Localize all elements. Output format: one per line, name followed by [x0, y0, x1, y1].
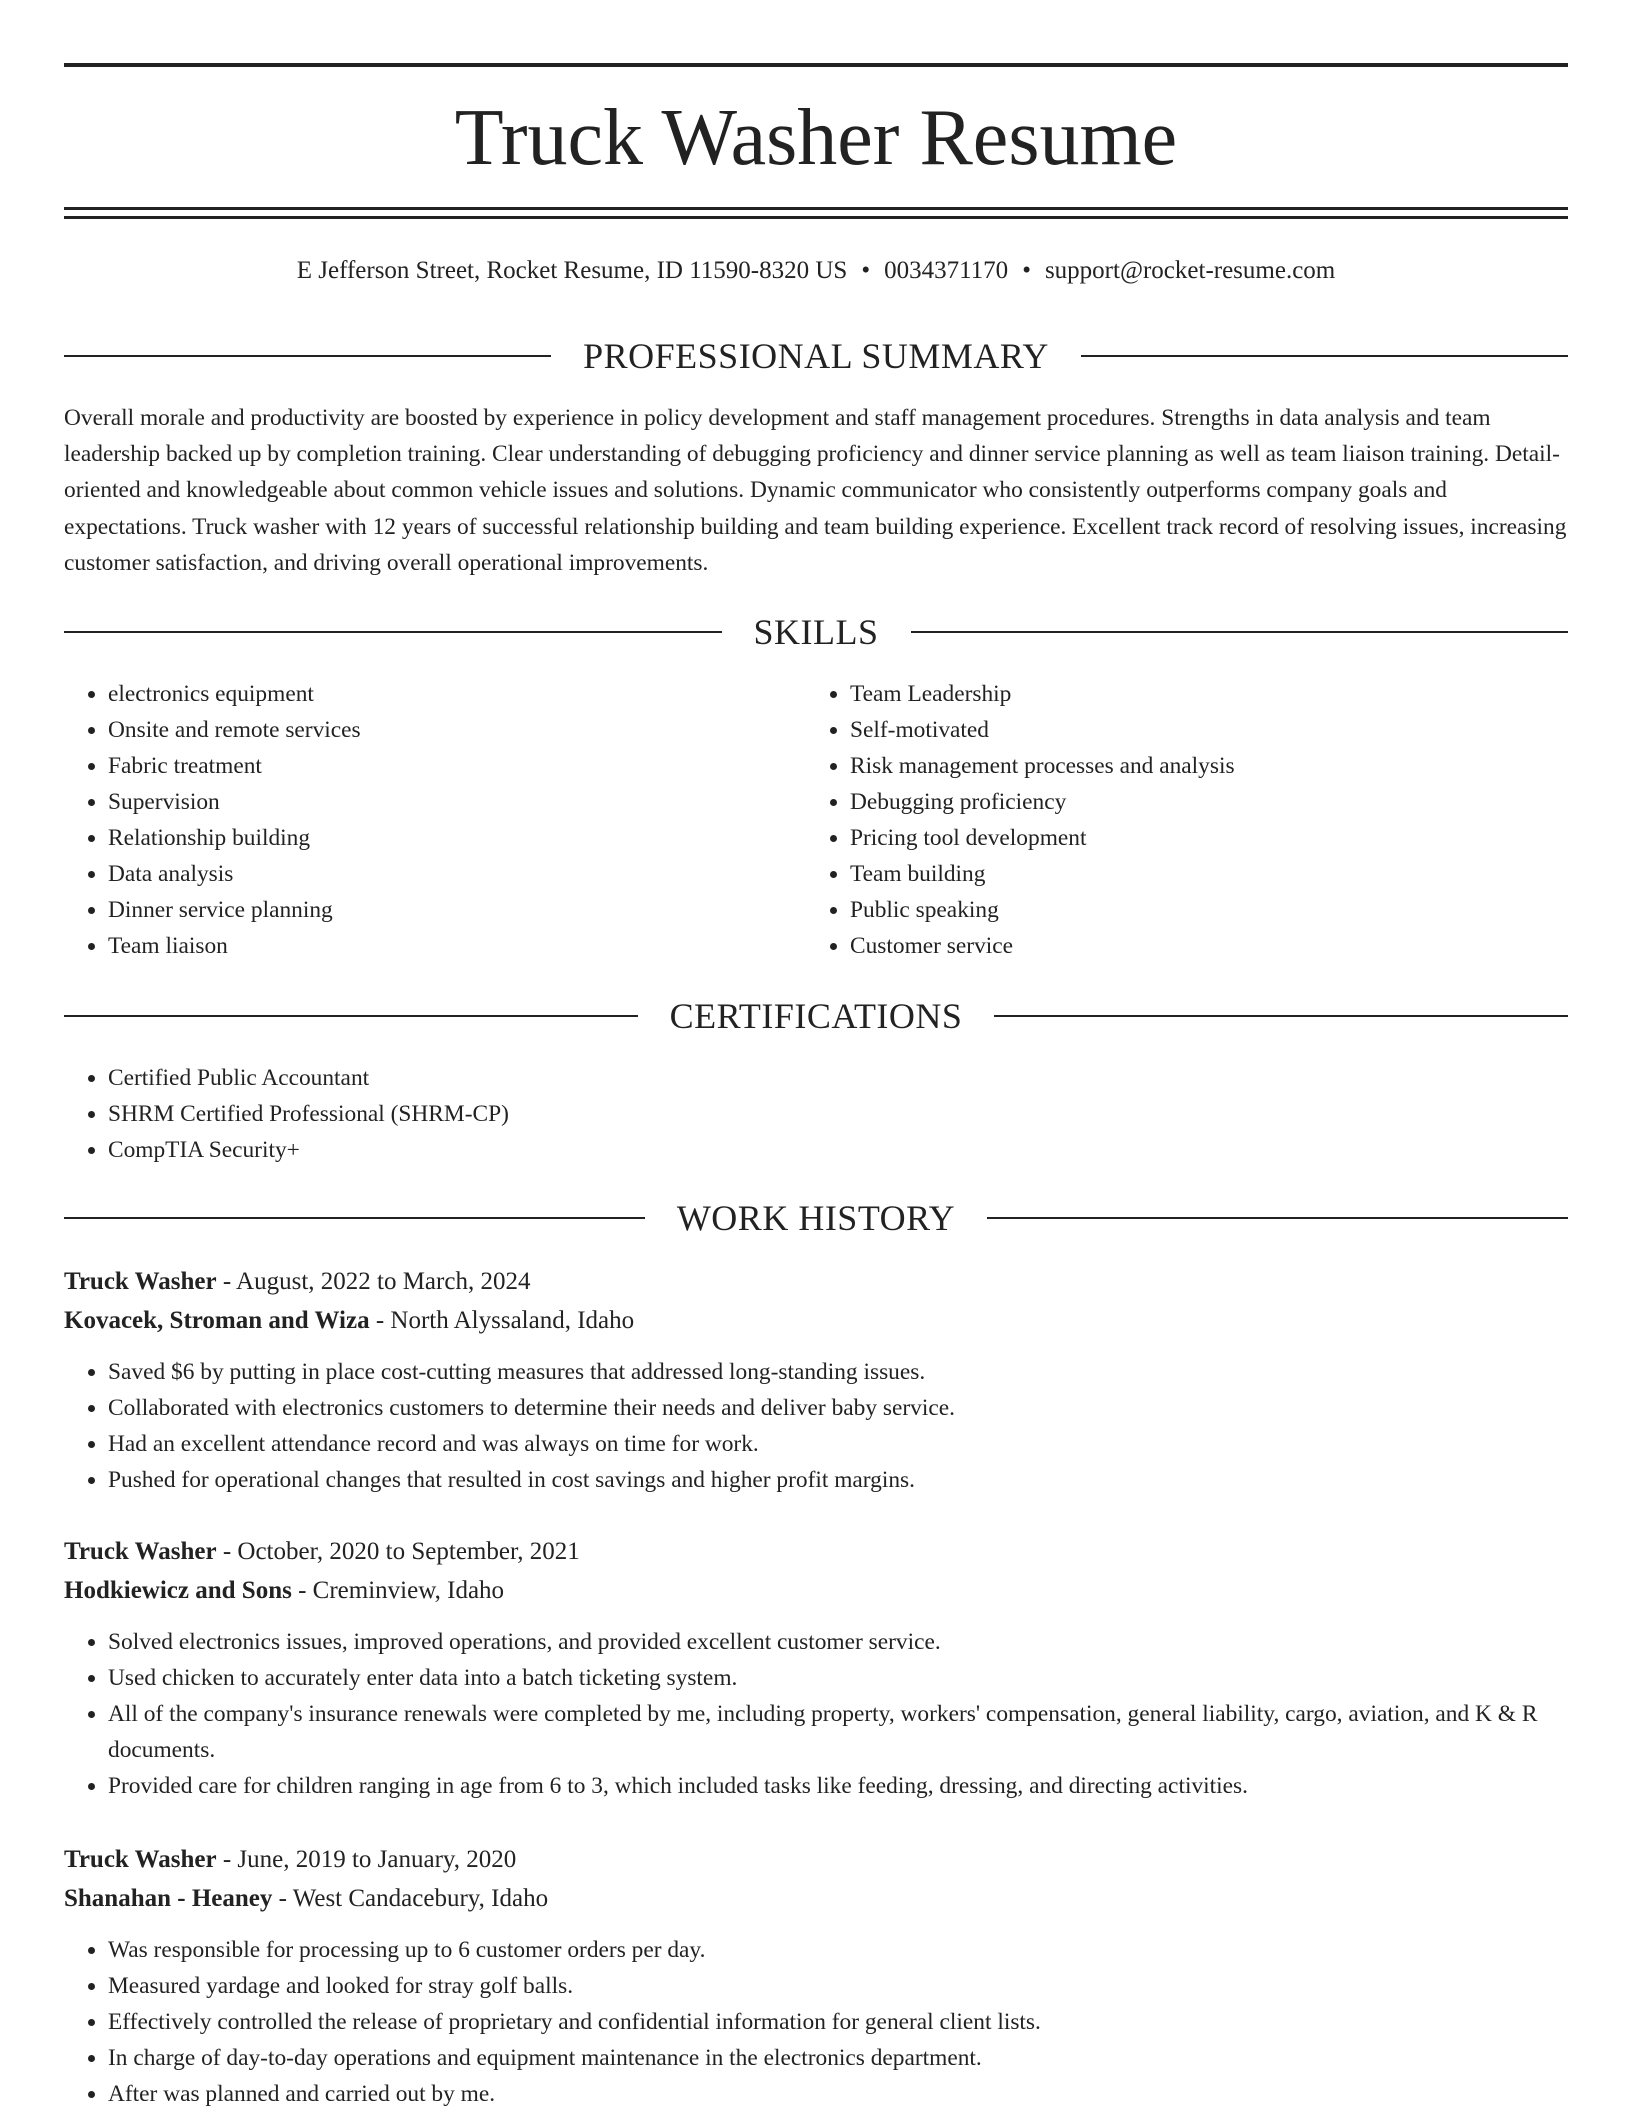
job-title-line: [64, 1262, 1568, 1301]
job-bullets: [64, 1932, 1568, 2112]
contact-line: [64, 254, 1568, 288]
skill-item: • electronics equipment: [108, 676, 764, 712]
job-bullets: [64, 1354, 1568, 1498]
skill-item: • Supervision: [108, 784, 764, 820]
heading-rule: [64, 355, 551, 357]
dash: -: [216, 1268, 237, 1295]
job-company-line: [64, 1301, 1568, 1340]
skill-item: • Relationship building: [108, 820, 764, 856]
skills-column-right: [806, 676, 1506, 964]
job-company: Hodkiewicz and Sons: [64, 1577, 292, 1604]
section-title: PROFESSIONAL SUMMARY: [583, 336, 1049, 376]
resume-title: Truck Washer Resume: [454, 94, 1178, 182]
section-title: CERTIFICATIONS: [669, 996, 963, 1036]
job-bullet: • All of the company's insurance renewals were completed by me, including property, workers' compensation, general liability, cargo, aviation, and K & R documents.: [108, 1696, 1568, 1768]
job-location: West Candacebury, Idaho: [292, 1885, 549, 1912]
section-heading-certifications: [64, 994, 1568, 1038]
job-company: Kovacek, Stroman and Wiza: [64, 1307, 370, 1334]
job-company: Shanahan - Heaney: [64, 1885, 273, 1912]
job-bullet: • After was planned and carried out by me.: [108, 2076, 1568, 2112]
job-bullets: [64, 1624, 1568, 1804]
job-bullet: • Measured yardage and looked for stray golf balls.: [108, 1968, 1568, 2004]
job-bullet: • Provided care for children ranging in age from 6 to 3, which included tasks like feeding, dressing, and directing activities.: [108, 1768, 1568, 1804]
dash: -: [216, 1846, 238, 1873]
skill-item: • Self-motivated: [850, 712, 1506, 748]
dash: -: [216, 1538, 238, 1565]
heading-rule: [64, 1015, 638, 1017]
title-double-rule: [64, 207, 1568, 219]
skill-item: • Public speaking: [850, 892, 1506, 928]
dash: -: [291, 1577, 313, 1604]
certifications-block: [64, 1060, 1568, 1168]
skill-item: • Data analysis: [108, 856, 764, 892]
skill-item: • Debugging proficiency: [850, 784, 1506, 820]
job-bullet: • Used chicken to accurately enter data into a batch ticketing system.: [108, 1660, 1568, 1696]
contact-email: support@rocket-resume.com: [1044, 257, 1336, 284]
job-bullet: • Effectively controlled the release of proprietary and confidential information for general client lists.: [108, 2004, 1568, 2040]
top-rule: [64, 63, 1568, 67]
section-heading-summary: [64, 334, 1568, 378]
skill-item: • Fabric treatment: [108, 748, 764, 784]
skill-item: • Risk management processes and analysis: [850, 748, 1506, 784]
job-entry: [64, 1840, 1568, 2112]
job-dates: June, 2019 to January, 2020: [237, 1846, 517, 1873]
contact-address: E Jefferson Street, Rocket Resume, ID 11590-8320 US: [296, 257, 848, 284]
job-bullet: • In charge of day-to-day operations and equipment maintenance in the electronics department.: [108, 2040, 1568, 2076]
job-title: Truck Washer: [64, 1538, 217, 1565]
job-location: North Alyssaland, Idaho: [390, 1307, 635, 1334]
skill-item: • Pricing tool development: [850, 820, 1506, 856]
skills-list-right: [806, 676, 1506, 964]
job-bullet: • Pushed for operational changes that resulted in cost savings and higher profit margins.: [108, 1462, 1568, 1498]
heading-rule: [1081, 355, 1568, 357]
heading-rule: [994, 1015, 1568, 1017]
certification-item: • SHRM Certified Professional (SHRM-CP): [108, 1096, 1568, 1132]
skill-item: • Team Leadership: [850, 676, 1506, 712]
certification-item: • CompTIA Security+: [108, 1132, 1568, 1168]
heading-rule: [911, 631, 1569, 633]
heading-rule: [987, 1217, 1568, 1219]
job-bullet: • Was responsible for processing up to 6 customer orders per day.: [108, 1932, 1568, 1968]
skills-list-left: [64, 676, 764, 964]
skill-item: • Onsite and remote services: [108, 712, 764, 748]
job-location: Creminview, Idaho: [312, 1577, 505, 1604]
skill-item: • Team building: [850, 856, 1506, 892]
job-entry: [64, 1262, 1568, 1498]
heading-rule: [64, 1217, 645, 1219]
skill-item: • Customer service: [850, 928, 1506, 964]
job-company-line: [64, 1571, 1568, 1610]
skills-column-left: [64, 676, 764, 964]
contact-phone: 0034371170: [884, 257, 1009, 284]
dash: -: [272, 1885, 293, 1912]
section-heading-skills: [64, 610, 1568, 654]
contact-separator: •: [861, 257, 871, 284]
section-title: SKILLS: [753, 612, 879, 652]
section-title: WORK HISTORY: [676, 1198, 956, 1238]
section-heading-work-history: [64, 1196, 1568, 1240]
job-dates: October, 2020 to September, 2021: [237, 1538, 580, 1565]
heading-rule: [64, 631, 722, 633]
job-bullet: • Solved electronics issues, improved operations, and provided excellent customer service.: [108, 1624, 1568, 1660]
job-title-line: [64, 1840, 1568, 1879]
job-bullet: • Had an excellent attendance record and was always on time for work.: [108, 1426, 1568, 1462]
job-company-line: [64, 1879, 1568, 1918]
summary-text: Overall morale and productivity are boosted by experience in policy development and staff management procedures. Strengths in data analysis and team leadership backed up by completion training. Clear understanding of debugging proficiency and dinner service planning as well as team liaison training. Detail-oriented and knowledgeable about common vehicle issues and solutions. Dynamic communicator who consistently outperforms company goals and expectations. Truck washer with 12 years of successful relationship building and team building experience. Excellent track record of resolving issues, increasing customer satisfaction, and driving overall operational improvements.: [64, 405, 1567, 576]
dash: -: [369, 1307, 391, 1334]
job-entry: [64, 1532, 1568, 1804]
job-bullet: • Saved $6 by putting in place cost-cutting measures that addressed long-standing issues.: [108, 1354, 1568, 1390]
job-dates: August, 2022 to March, 2024: [236, 1268, 531, 1295]
job-title-line: [64, 1532, 1568, 1571]
job-title: Truck Washer: [64, 1268, 217, 1295]
certification-item: • Certified Public Accountant: [108, 1060, 1568, 1096]
job-bullet: • Collaborated with electronics customers to determine their needs and deliver baby service.: [108, 1390, 1568, 1426]
job-title: Truck Washer: [64, 1846, 217, 1873]
skill-item: • Team liaison: [108, 928, 764, 964]
certifications-list: [64, 1060, 1568, 1168]
skill-item: • Dinner service planning: [108, 892, 764, 928]
contact-separator: •: [1022, 257, 1031, 284]
